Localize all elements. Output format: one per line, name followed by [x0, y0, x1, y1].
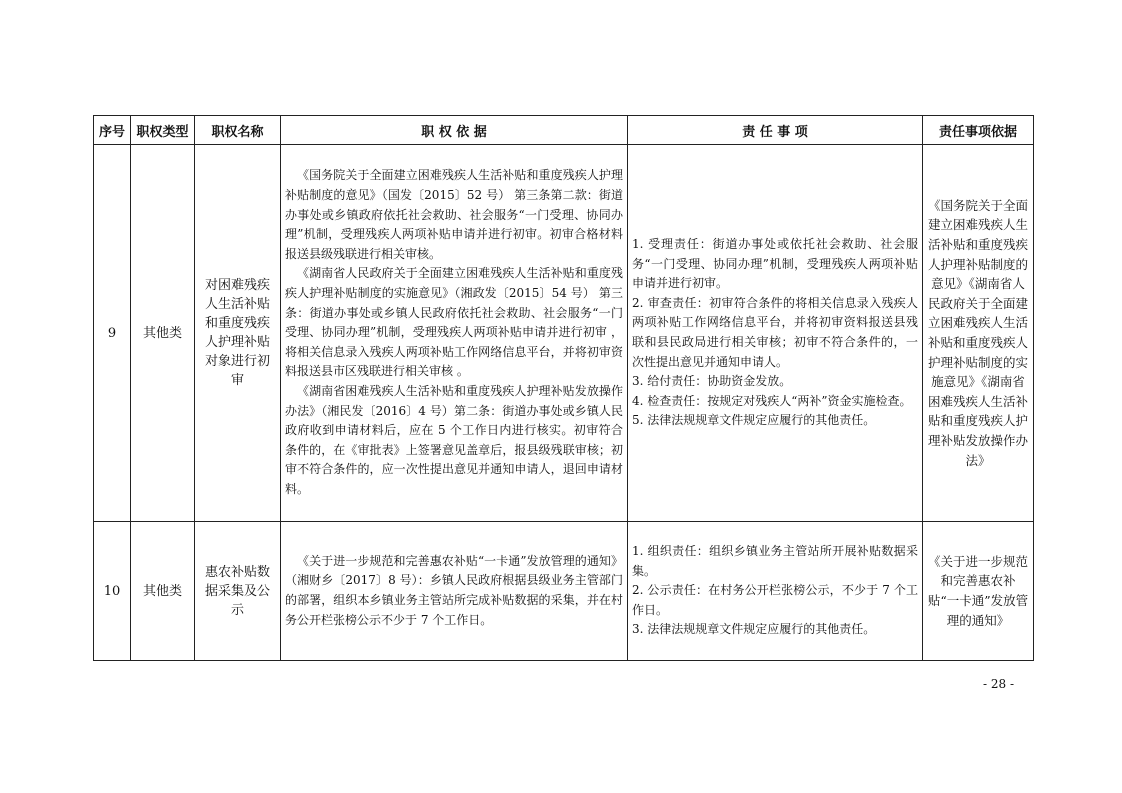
header-ref: 责任事项依据 — [923, 116, 1034, 145]
duty-item: 1. 受理责任：街道办事处或依托社会救助、社会服务“一门受理、协同办理”机制，受理残疾人两项补贴申请并进行初审。 — [632, 237, 918, 291]
duty-item: 3. 给付责任：协助资金发放。 — [632, 374, 792, 389]
basis-paragraph: 《湖南省困难残疾人生活补贴和重度残疾人护理补贴发放操作办法》（湘民发〔2016〕4 号）第二条：街道办事处或乡镇人民政府收到申请材料后，应在 5 个工作日内进行核实。初审符合条件的，在《审批表》上签署意见盖章后，报县级残联审核；初审不符合条件的，应一次性提出意见并通知申请人，退回申请材料。 — [285, 383, 623, 496]
table-row — [94, 145, 1034, 522]
row-seq: 9 — [94, 145, 131, 522]
row-type: 其他类 — [131, 522, 195, 661]
header-duties: 责 任 事 项 — [628, 116, 923, 145]
row-ref: 《国务院关于全面建立困难残疾人生活补贴和重度残疾人护理补贴制度的意见》《湖南省人民政府关于全面建立困难残疾人生活补贴和重度残疾人护理补贴制度的实施意见》《湖南省困难残疾人生活补贴和重度残疾人护理补贴发放操作办法》 — [923, 145, 1034, 522]
page-number: - 28 - — [983, 677, 1015, 691]
basis-paragraph: 《湖南省人民政府关于全面建立困难残疾人生活补贴和重度残疾人护理补贴制度的实施意见》（湘政发〔2015〕54 号） 第三条：街道办事处或乡镇人民政府依托社会救助、社会服务“一门受理、协同办理”机制，受理残疾人两项补贴申请并进行初审 ， 将相关信息录入残疾人两项补贴工作网络信息平台，并将初审资料报送县市区残联进行相关审核 。 — [285, 266, 623, 379]
row-duties — [628, 145, 923, 522]
header-type: 职权类型 — [131, 116, 195, 145]
row-seq: 10 — [94, 522, 131, 661]
duty-item: 3. 法律法规规章文件规定应履行的其他责任。 — [632, 622, 876, 637]
duty-item: 1. 组织责任：组织乡镇业务主管站所开展补贴数据采集。 — [632, 544, 918, 578]
row-name: 对困难残疾人生活补贴和重度残疾人护理补贴对象进行初审 — [195, 145, 281, 522]
row-duties — [628, 522, 923, 661]
duty-item: 4. 检查责任：按规定对残疾人“两补”资金实施检查。 — [632, 393, 912, 408]
duty-item: 5. 法律法规规章文件规定应履行的其他责任。 — [632, 413, 876, 428]
header-seq: 序号 — [94, 116, 131, 145]
header-name: 职权名称 — [195, 116, 281, 145]
duty-item: 2. 公示责任：在村务公开栏张榜公示，不少于 7 个工作日。 — [632, 583, 918, 617]
row-basis — [281, 522, 628, 661]
basis-paragraph: 《关于进一步规范和完善惠农补贴“一卡通”发放管理的通知》（湘财乡〔2017〕8 号）：乡镇人民政府根据县级业务主管部门的部署，组织本乡镇业务主管站所完成补贴数据的采集，并在村务公开栏张榜公示不少于 7 个工作日。 — [285, 553, 623, 627]
table-row — [94, 522, 1034, 661]
row-basis — [281, 145, 628, 522]
responsibility-table — [93, 115, 1034, 661]
header-row — [94, 116, 1034, 145]
row-ref: 《关于进一步规范和完善惠农补贴“一卡通”发放管理的通知》 — [923, 522, 1034, 661]
row-type: 其他类 — [131, 145, 195, 522]
header-basis: 职 权 依 据 — [281, 116, 628, 145]
basis-paragraph: 《国务院关于全面建立困难残疾人生活补贴和重度残疾人护理补贴制度的意见》（国发〔2015〕52 号） 第三条第二款：街道办事处或乡镇政府依托社会救助、社会服务“一门受理、协同办理”机制，受理残疾人两项补贴申请并进行初审。初审合格材料报送县级残联进行相关审核。 — [285, 168, 623, 261]
row-name: 惠农补贴数据采集及公示 — [195, 522, 281, 661]
duty-item: 2. 审查责任：初审符合条件的将相关信息录入残疾人两项补贴工作网络信息平台，并将初审资料报送县残联和县民政局进行相关审核；初审不符合条件的，一次性提出意见并通知申请人。 — [632, 295, 918, 369]
